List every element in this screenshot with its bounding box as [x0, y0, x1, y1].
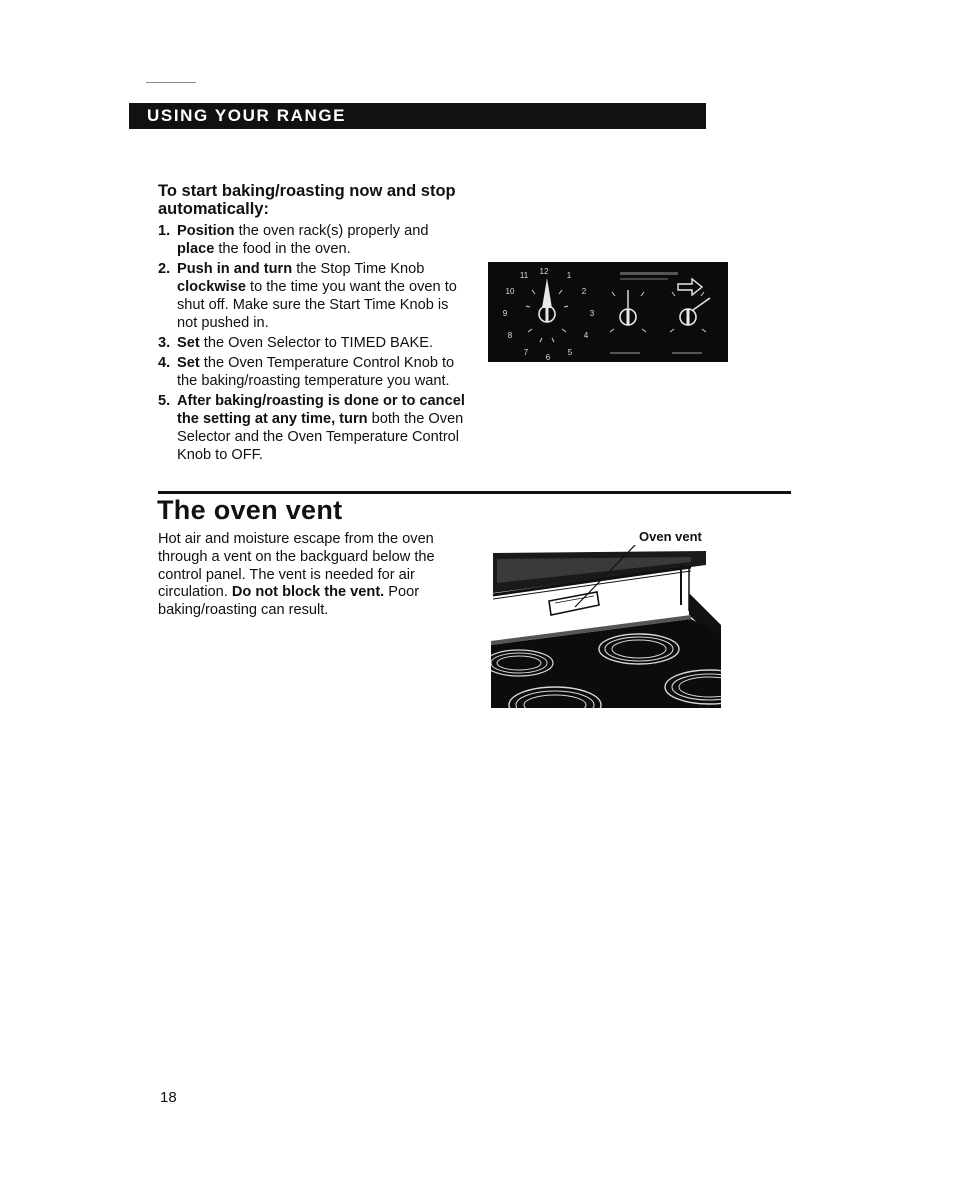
- page-number: 18: [160, 1089, 177, 1106]
- vent-text: Hot air and moisture escape from the oven through a vent on the backguard below the control panel. The vent is needed for air circulation.: [158, 531, 435, 601]
- clock-number: 9: [502, 309, 508, 318]
- section-divider: [158, 491, 791, 494]
- section-header-bar: [129, 103, 706, 129]
- scan-mark: [146, 82, 196, 83]
- clock-number: 4: [583, 331, 589, 340]
- clock-number: 5: [567, 348, 573, 357]
- step-lead: Push in and turn: [177, 261, 293, 277]
- instruction-steps: [158, 222, 468, 466]
- clock-number: 8: [507, 331, 513, 340]
- step-lead: After baking/roasting is done or to cancel the setting at any time, turn: [177, 393, 465, 427]
- step-item: [158, 392, 468, 464]
- vent-description: [158, 531, 458, 620]
- vent-warning: Do not block the vent.: [231, 584, 385, 601]
- clock-number: 10: [505, 287, 515, 296]
- vent-text: Poor baking/roasting can result.: [158, 584, 420, 619]
- step-text: the Stop Time Knob: [292, 261, 425, 277]
- step-text: to the time you want the oven to shut off. Make sure the Start Time Knob is not pushed in.: [177, 279, 457, 331]
- clock-number: 1: [566, 271, 572, 280]
- step-item: [158, 354, 468, 390]
- step-number: 4.: [158, 355, 171, 371]
- subsection-heading: To start baking/roasting now and stop automatically:: [158, 182, 456, 218]
- clock-number: 7: [523, 348, 529, 357]
- step-lead: Set: [177, 355, 200, 371]
- step-text: both the Oven Selector and the Oven Temperature Control Knob to OFF.: [177, 411, 464, 463]
- timer-knobs-illustration: [488, 262, 728, 362]
- step-item: [158, 334, 468, 352]
- oven-vent-illustration: [491, 545, 721, 708]
- clock-number: 12: [539, 267, 549, 276]
- step-emphasis: clockwise: [177, 279, 246, 295]
- step-text: the oven rack(s) properly and: [234, 223, 429, 239]
- section-title: The oven vent: [157, 495, 343, 525]
- clock-number: 3: [589, 309, 595, 318]
- faint-panel-print: [610, 352, 640, 354]
- clock-number: 6: [545, 353, 551, 362]
- faint-panel-print: [620, 272, 678, 275]
- step-text: the food in the oven.: [214, 241, 351, 257]
- clock-number: 2: [581, 287, 587, 296]
- step-text: the Oven Temperature Control Knob to the baking/roasting temperature you want.: [177, 355, 455, 389]
- step-item: [158, 260, 468, 332]
- step-lead: Set: [177, 335, 200, 351]
- step-lead: Position: [177, 223, 235, 239]
- step-emphasis: place: [177, 241, 215, 257]
- clock-number: 11: [519, 271, 529, 280]
- faint-panel-print: [620, 278, 668, 280]
- figure-callout-label: Oven vent: [639, 529, 702, 544]
- step-number: 2.: [158, 261, 171, 277]
- step-number: 3.: [158, 335, 171, 351]
- section-header-label: USING YOUR RANGE: [147, 106, 347, 125]
- step-number: 5.: [158, 393, 171, 409]
- step-number: 1.: [158, 223, 171, 239]
- step-item: [158, 222, 468, 258]
- faint-panel-print: [672, 352, 702, 354]
- step-text: the Oven Selector to TIMED BAKE.: [199, 335, 434, 351]
